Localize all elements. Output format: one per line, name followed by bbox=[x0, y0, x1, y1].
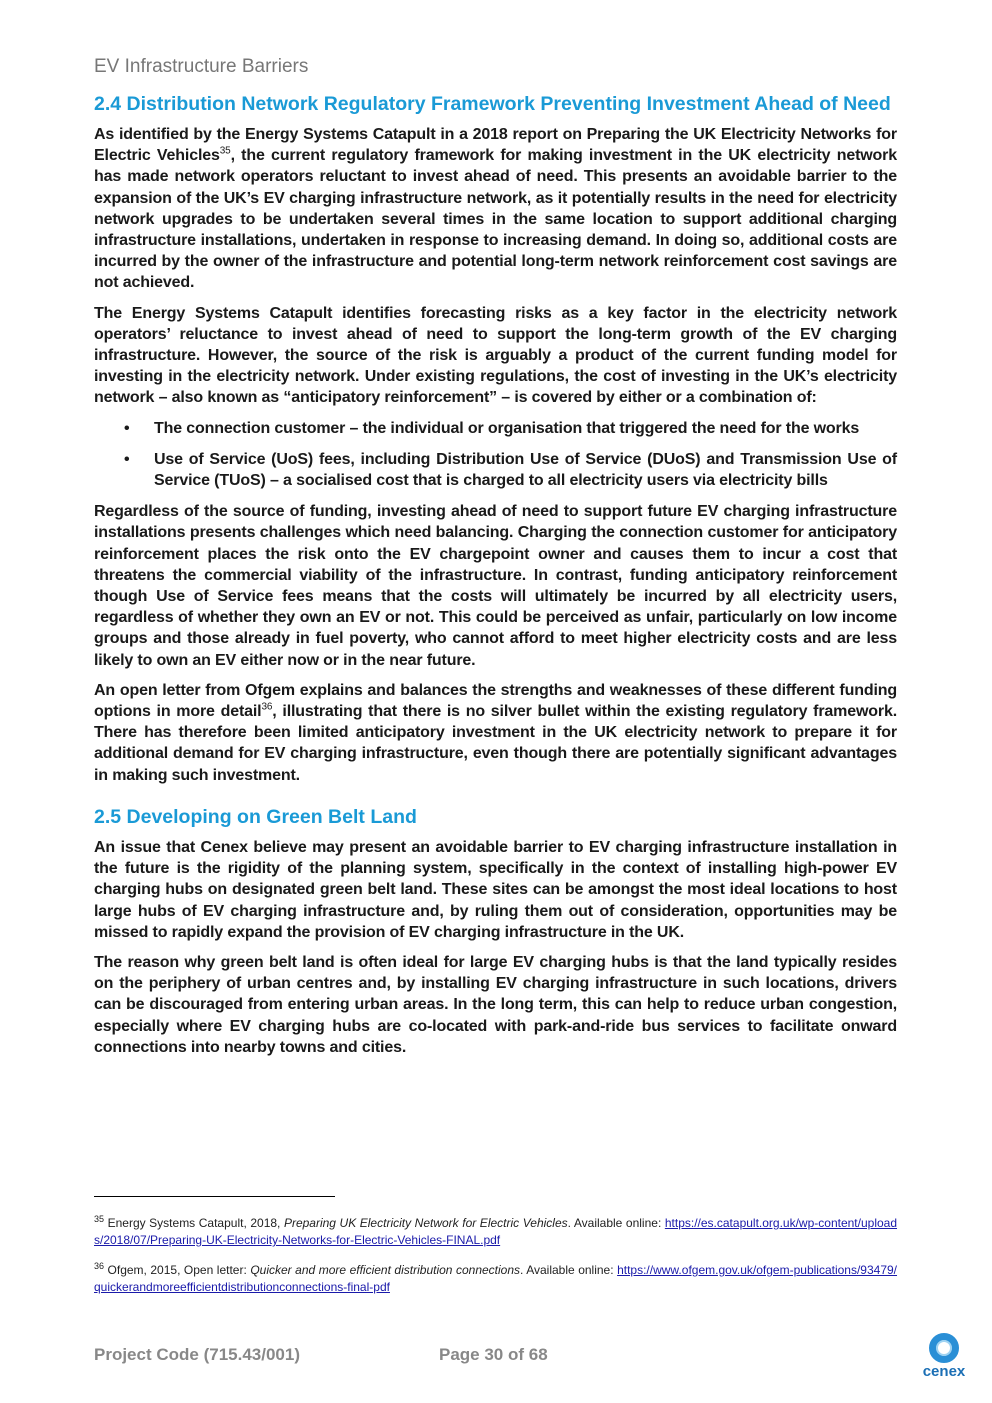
paragraph: Regardless of the source of funding, investing ahead of need to support future EV charging infrastructure installations presents challenges which need balancing. Charging the connection customer for anticipatory reinforcement places the risk onto the EV chargepoint owner and causes them to incur a cost that threatens the commercial viability of the infrastructure. In contrast, funding anticipatory reinforcement though Use of Service fees means that the costs will ultimately be incurred by all electricity users, regardless of whether they own an EV or not. This could be perceived as unfair, particularly on low income groups and those already in fuel poverty, who cannot afford to meet higher electricity costs and are less likely to own an EV either now or in the near future. bbox=[94, 503, 897, 669]
footnote-separator bbox=[94, 1196, 335, 1197]
project-code: Project Code (715.43/001) bbox=[94, 1345, 300, 1364]
text: As identified by the Energy Systems Catapult in a 2018 report on Preparing the UK Electricity Networks for Electric Vehicles bbox=[94, 126, 897, 165]
text: . Available online: bbox=[520, 1263, 618, 1277]
text: An open letter from Ofgem explains and balances the strengths and weaknesses of these different funding options in more detail bbox=[94, 681, 897, 721]
footnote-36 bbox=[94, 1262, 897, 1296]
footnote-ref[interactable]: 35 bbox=[219, 145, 231, 157]
list-item: • Use of Service (UoS) fees, including Distribution Use of Service (DUoS) and Transmission Use of Service (TUoS) – a socialised cost that is charged to all electricity users via electricity bills bbox=[154, 449, 897, 491]
paragraph: The reason why green belt land is often ideal for large EV charging hubs is that the land typically resides on the periphery of urban centres and, by installing EV charging infrastructure in such locations, drivers can be discouraged from entering urban areas. In the long term, this can help to reduce urban congestion, especially where EV charging hubs are co-located with park-and-ride bus services to facilitate onward connections into nearby towns and cities. bbox=[94, 953, 897, 1056]
text: . Available online: bbox=[567, 1216, 665, 1230]
cenex-logo bbox=[915, 1333, 973, 1380]
paragraph: An issue that Cenex believe may present an avoidable barrier to EV charging infrastructure installation in the future is the rigidity of the planning system, specifically in the context of installing high-power EV charging hubs on designated green belt land. These sites can be amongst the most ideal locations to host large hubs of EV charging infrastructure and, by ruling them out of consideration, opportunities may be missed to rapidly expand the provision of EV charging infrastructure in the UK. bbox=[94, 838, 897, 941]
text: Energy Systems Catapult, 2018, bbox=[107, 1216, 284, 1230]
footnote-link[interactable]: https://es.catapult.org.uk/wp-content/uploads/2018/07/Preparing-UK-Electricity-Networks-for-Electric-Vehicles-FINAL.pdf bbox=[94, 1216, 898, 1247]
footnote-35 bbox=[94, 1215, 897, 1249]
footnote-link[interactable]: https://www.ofgem.gov.uk/ofgem-publications/93479/quickerandmoreefficientdistributionconnections-final-pdf bbox=[94, 1263, 898, 1294]
footnote-ref[interactable]: 36 bbox=[261, 701, 273, 713]
section-heading-2-5: 2.5 Developing on Green Belt Land bbox=[94, 805, 417, 828]
page-number: Page 30 of 68 bbox=[439, 1345, 548, 1364]
text: , the current regulatory framework for making investment in the UK electricity network has made network operators reluctant to invest ahead of need. This presents an avoidable barrier to the expansion of the UK’s EV charging infrastructure network, as it potentially results in the need for electricity network upgrades to be undertaken several times in the same location to support additional charging infrastructure installations, undertaken in response to increasing demand. In doing so, additional costs are incurred by the owner of the infrastructure and potential long-term network reinforcement cost savings are not achieved. bbox=[94, 147, 897, 292]
section-heading-2-4: 2.4 Distribution Network Regulatory Framework Preventing Investment Ahead of Need bbox=[94, 93, 891, 115]
paragraph: The Energy Systems Catapult identifies forecasting risks as a key factor in the electricity network operators’ reluctance to invest ahead of need to support the long-term growth of the EV charging infrastructure. However, the source of the risk is arguably a product of the current funding model for investing in the electricity network. Under existing regulations, the cost of investing in the UK’s electricity network – also known as “anticipatory reinforcement” – is covered by either or a combination of: bbox=[94, 304, 897, 407]
logo-ring-icon bbox=[929, 1333, 959, 1363]
text: Ofgem, 2015, Open letter: bbox=[107, 1263, 251, 1277]
citation-title: Quicker and more efficient distribution connections bbox=[250, 1263, 521, 1277]
citation-title: Preparing UK Electricity Network for Electric Vehicles bbox=[283, 1216, 568, 1230]
running-header: EV Infrastructure Barriers bbox=[94, 56, 309, 77]
page-body bbox=[94, 93, 897, 1067]
list-item: • The connection customer – the individual or organisation that triggered the need for the works bbox=[154, 418, 897, 439]
paragraph bbox=[94, 680, 897, 786]
logo-text: cenex bbox=[922, 1363, 966, 1380]
footnote-number: 36 bbox=[94, 1261, 105, 1271]
paragraph bbox=[94, 124, 897, 294]
bullet-list bbox=[94, 418, 897, 492]
text: , illustrating that there is no silver bullet within the existing regulatory framework. There has therefore been limited anticipatory investment in the UK electricity network to prepare it for additional demand for EV charging infrastructure, even though there are potentially significant advantages in making such investment. bbox=[94, 703, 898, 784]
footnote-number: 35 bbox=[94, 1214, 105, 1224]
